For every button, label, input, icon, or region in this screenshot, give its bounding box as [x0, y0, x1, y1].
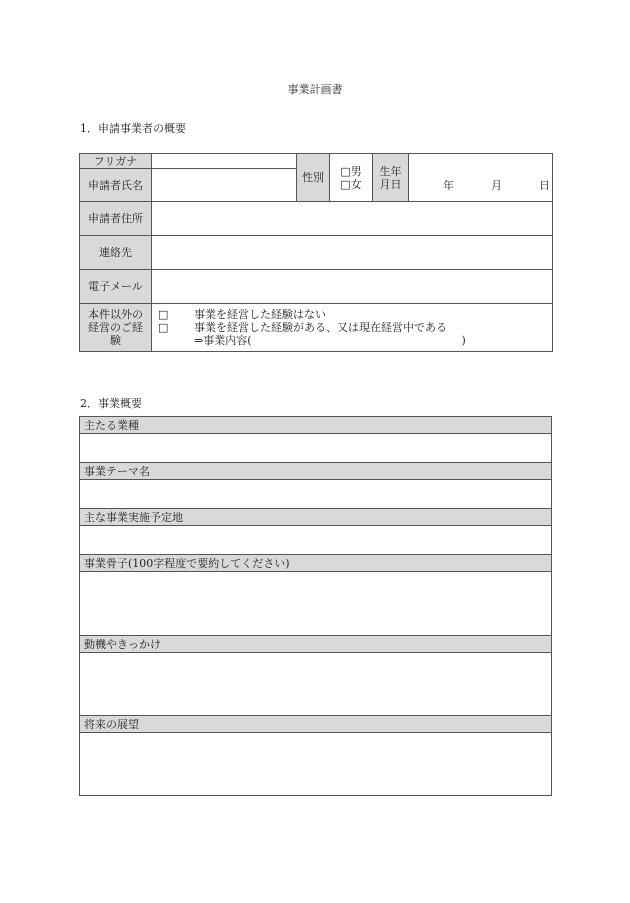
birthdate-label-line1: 生年 — [379, 164, 402, 178]
future-label: 将来の展望 — [80, 716, 552, 733]
address-field[interactable] — [152, 202, 553, 236]
exp-detail-field[interactable] — [252, 334, 462, 347]
main-industry-label: 主たる業種 — [80, 417, 552, 434]
name-field[interactable] — [152, 169, 297, 202]
gender-label: 性別 — [297, 154, 330, 202]
birth-year-label: 年 — [443, 178, 454, 192]
furigana-label: フリガナ — [80, 154, 152, 169]
birthdate-field[interactable] — [409, 154, 553, 202]
motivation-field[interactable] — [80, 653, 552, 716]
outline-field[interactable] — [80, 572, 552, 636]
main-industry-field[interactable] — [80, 434, 552, 463]
exp-detail-close: ) — [461, 334, 466, 347]
gender-female-checkbox[interactable]: □女 — [340, 177, 362, 191]
gender-male-checkbox[interactable]: □男 — [340, 164, 362, 178]
exp-option1-text: 事業を経営した経験はない — [194, 308, 326, 321]
furigana-field[interactable] — [152, 154, 297, 169]
experience-detail-row — [152, 334, 552, 347]
email-field[interactable] — [152, 270, 553, 304]
experience-options — [152, 304, 553, 352]
experience-label-line2: 経営のご経 — [88, 321, 143, 334]
business-table — [79, 416, 552, 796]
gender-options — [330, 154, 373, 202]
birth-month-label: 月 — [491, 178, 502, 192]
birth-day-label: 日 — [539, 178, 550, 192]
experience-label — [80, 304, 152, 352]
section1-heading: 1．申請事業者の概要 — [80, 122, 186, 135]
name-label: 申請者氏名 — [80, 169, 152, 202]
email-label: 電子メール — [80, 270, 152, 304]
section2-heading: 2．事業概要 — [80, 397, 142, 410]
birthdate-label-line2: 月日 — [379, 177, 402, 191]
applicant-table — [79, 153, 553, 352]
future-field[interactable] — [80, 733, 552, 796]
outline-label: 事業骨子(100字程度で要約してください) — [80, 555, 552, 572]
exp-option1-checkbox[interactable]: □ — [158, 308, 169, 321]
birthdate-label — [373, 154, 409, 202]
address-label: 申請者住所 — [80, 202, 152, 236]
experience-label-line1: 本件以外の — [88, 308, 143, 321]
location-field[interactable] — [80, 526, 552, 555]
motivation-label: 動機やきっかけ — [80, 636, 552, 653]
experience-option-none[interactable] — [152, 308, 552, 321]
contact-label: 連絡先 — [80, 236, 152, 270]
document-title: 事業計画書 — [287, 83, 343, 96]
contact-field[interactable] — [152, 236, 553, 270]
exp-detail-open: ⇒事業内容( — [194, 334, 252, 347]
location-label: 主な事業実施予定地 — [80, 509, 552, 526]
exp-option2-checkbox[interactable]: □ — [158, 321, 169, 334]
theme-name-label: 事業テーマ名 — [80, 463, 552, 480]
exp-option2-text: 事業を経営した経験がある、又は現在経営中である — [194, 321, 447, 334]
experience-option-yes[interactable] — [152, 321, 552, 334]
theme-name-field[interactable] — [80, 480, 552, 509]
experience-label-line3: 験 — [110, 334, 121, 347]
